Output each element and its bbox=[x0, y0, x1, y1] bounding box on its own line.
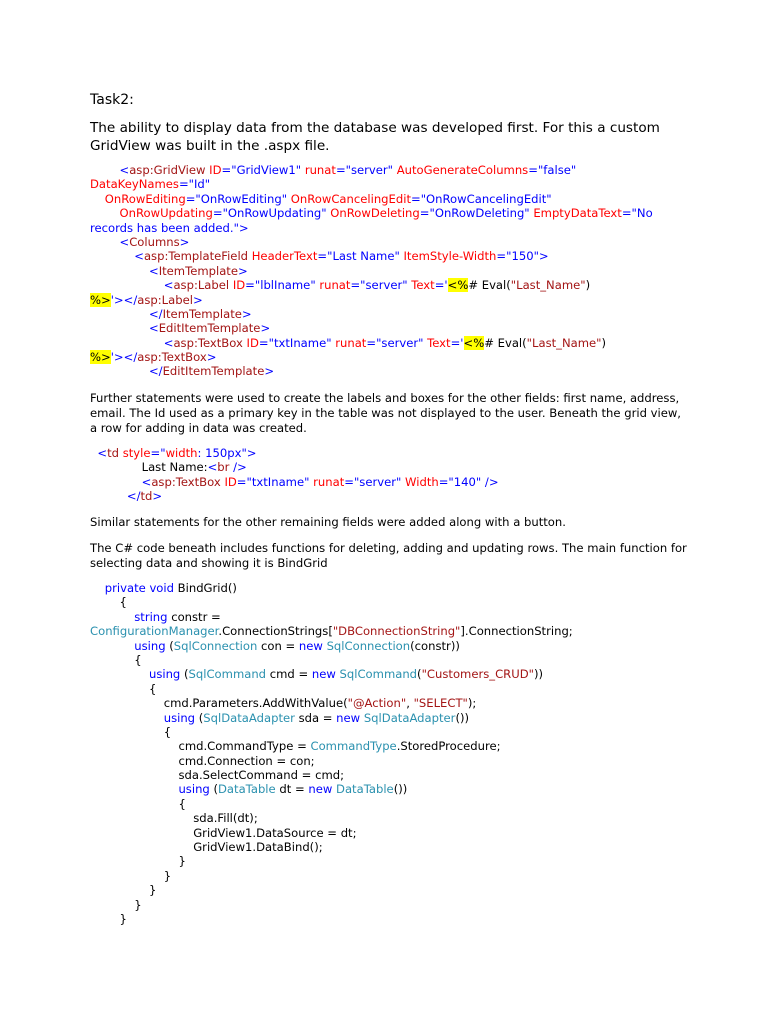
code-token: ItemTemplate bbox=[158, 263, 238, 278]
code-token: </ bbox=[148, 364, 163, 379]
code-token: void bbox=[149, 581, 174, 595]
similar-statements-paragraph: Similar statements for the other remaining fields were added along with a button. bbox=[90, 515, 566, 529]
code-token bbox=[90, 321, 149, 335]
code-token: con = bbox=[257, 638, 299, 653]
code-token: "SELECT" bbox=[413, 696, 468, 711]
code-token bbox=[90, 364, 149, 378]
code-token: runat bbox=[319, 278, 351, 293]
csharp-intro-paragraph: The C# code beneath includes functions for deleting, adding and updating rows. The main function for selecting data and showing it is BindGrid bbox=[90, 541, 687, 570]
code-token bbox=[90, 739, 178, 753]
code-token: EditItemTemplate bbox=[162, 364, 265, 379]
code-token: # Eval( bbox=[468, 278, 511, 293]
code-token: ( bbox=[180, 667, 189, 682]
code-token: "@Action" bbox=[347, 696, 407, 711]
code-token: new bbox=[298, 638, 323, 653]
code-token: > bbox=[237, 263, 248, 278]
code-token: GridView1.DataBind(); bbox=[193, 840, 323, 855]
code-token: =' bbox=[434, 278, 448, 293]
code-line bbox=[90, 696, 690, 710]
code-line bbox=[90, 489, 690, 503]
code-line bbox=[90, 797, 690, 811]
code-token: %> bbox=[90, 292, 111, 307]
code-token: cmd = bbox=[266, 667, 312, 682]
code-token bbox=[90, 682, 149, 696]
code-token: runat bbox=[304, 163, 336, 177]
code-token: constr = bbox=[167, 609, 221, 624]
code-token: < bbox=[163, 278, 174, 293]
code-line bbox=[90, 754, 690, 768]
code-token: "DBConnectionString" bbox=[332, 624, 461, 639]
code-token: sda.Fill(dt); bbox=[193, 811, 258, 826]
code-token bbox=[90, 768, 178, 782]
code-token: Columns bbox=[129, 234, 180, 249]
code-token: EditItemTemplate bbox=[158, 321, 261, 336]
code-line bbox=[90, 177, 690, 191]
code-token bbox=[90, 754, 178, 768]
code-token bbox=[90, 489, 127, 503]
code-token bbox=[90, 912, 119, 926]
code-line bbox=[90, 725, 690, 739]
code-line bbox=[90, 610, 690, 624]
code-line bbox=[90, 278, 690, 292]
code-token: ="server" bbox=[350, 278, 408, 293]
code-token bbox=[90, 235, 119, 249]
code-token: SqlDataAdapter bbox=[203, 710, 295, 725]
code-token: ( bbox=[165, 638, 174, 653]
code-token: cmd.Parameters.AddWithValue( bbox=[163, 696, 348, 711]
code-token: ConfigurationManager bbox=[90, 624, 219, 639]
code-token: # Eval( bbox=[484, 335, 527, 350]
intro-paragraph: The ability to display data from the database was developed first. For this a custom GridView was built in the .aspx file. bbox=[90, 120, 660, 154]
code-token: asp:TextBox bbox=[137, 350, 207, 365]
code-token: '></ bbox=[110, 350, 138, 365]
code-token: CommandType bbox=[310, 739, 397, 754]
code-token: /> bbox=[484, 474, 499, 489]
code-line bbox=[90, 321, 690, 335]
code-line bbox=[90, 163, 690, 177]
code-token bbox=[90, 653, 134, 667]
code-token: < bbox=[134, 249, 144, 264]
code-token: < bbox=[148, 263, 159, 278]
code-token: ].ConnectionString; bbox=[460, 624, 573, 639]
code-token: ="Last Name" bbox=[317, 249, 400, 264]
code-token bbox=[90, 460, 142, 474]
code-token bbox=[90, 336, 164, 350]
code-token: )) bbox=[533, 667, 544, 682]
code-token: ="OnRowCancelingEdit" bbox=[411, 191, 552, 206]
code-token: } bbox=[178, 854, 186, 869]
code-token: dt = bbox=[275, 782, 309, 797]
code-token: ID bbox=[232, 278, 246, 293]
code-token: records has been added."> bbox=[90, 220, 249, 235]
code-line bbox=[90, 293, 690, 307]
code-token: style bbox=[122, 446, 151, 460]
code-token: ( bbox=[195, 710, 204, 725]
code-token: < bbox=[148, 321, 159, 336]
code-token: , bbox=[406, 696, 414, 711]
code-line bbox=[90, 460, 690, 474]
code-token: <% bbox=[463, 335, 485, 350]
code-token: asp:TextBox bbox=[151, 474, 221, 489]
gridview-markup-code bbox=[90, 163, 690, 379]
code-token bbox=[90, 307, 149, 321]
code-line bbox=[90, 639, 690, 653]
code-token: private bbox=[104, 581, 146, 595]
code-token: sda.SelectCommand = cmd; bbox=[178, 768, 345, 783]
code-token: DataTable bbox=[336, 782, 394, 797]
code-line bbox=[90, 446, 690, 460]
code-token: < bbox=[119, 234, 130, 249]
code-line bbox=[90, 682, 690, 696]
code-token: using bbox=[163, 710, 196, 725]
code-token bbox=[90, 711, 164, 725]
code-token: new bbox=[308, 782, 333, 797]
code-line bbox=[90, 854, 690, 868]
code-token: new bbox=[336, 710, 361, 725]
code-line bbox=[90, 711, 690, 725]
code-token: HeaderText bbox=[251, 249, 318, 264]
code-line bbox=[90, 811, 690, 825]
code-line bbox=[90, 192, 690, 206]
code-token: ="lblIname" bbox=[245, 278, 316, 293]
code-token: td bbox=[140, 489, 153, 504]
code-token: asp:Label bbox=[173, 278, 230, 293]
code-token: ="150"> bbox=[496, 249, 549, 264]
code-token: ()) bbox=[455, 710, 470, 725]
code-token: AutoGenerateColumns bbox=[396, 163, 529, 177]
code-token bbox=[90, 192, 105, 206]
code-token: { bbox=[148, 681, 157, 696]
code-token: =" bbox=[150, 446, 166, 460]
code-token: asp:Label bbox=[137, 292, 193, 307]
code-token: < bbox=[97, 446, 108, 460]
task-heading: Task2: bbox=[90, 92, 134, 108]
code-line bbox=[90, 307, 690, 321]
code-token: ="OnRowUpdating" bbox=[212, 206, 327, 221]
bindgrid-csharp-code bbox=[90, 581, 690, 926]
code-token: .StoredProcedure; bbox=[396, 739, 501, 754]
code-token: } bbox=[134, 897, 142, 912]
fields-paragraph: Further statements were used to create the labels and boxes for the other fields: first name, address, email. The Id used as a primary key in the table was not displayed to the user. Beneath the grid view, a row for adding in data was created. bbox=[90, 391, 681, 435]
code-token: SqlCommand bbox=[188, 667, 267, 682]
code-token: DataKeyNames bbox=[90, 177, 179, 192]
code-token: Width bbox=[405, 474, 439, 489]
code-token: asp:TemplateField bbox=[143, 249, 249, 264]
code-token: =' bbox=[450, 335, 464, 350]
code-line bbox=[90, 883, 690, 897]
code-token: > bbox=[152, 489, 163, 504]
code-token: '></ bbox=[110, 292, 138, 307]
code-token bbox=[90, 610, 134, 624]
code-token: < bbox=[163, 335, 174, 350]
code-token: <% bbox=[447, 278, 469, 293]
code-token: < bbox=[141, 474, 152, 489]
code-line bbox=[90, 264, 690, 278]
code-token bbox=[90, 696, 164, 710]
code-token: } bbox=[119, 911, 127, 926]
code-line bbox=[90, 826, 690, 840]
code-token: { bbox=[119, 595, 127, 610]
code-line bbox=[90, 364, 690, 378]
code-token: td bbox=[107, 446, 119, 460]
code-token: ID bbox=[209, 163, 222, 177]
code-token bbox=[90, 782, 178, 796]
code-token bbox=[90, 667, 149, 681]
code-line bbox=[90, 768, 690, 782]
code-token: SqlConnection bbox=[326, 638, 411, 653]
code-token: ()) bbox=[393, 782, 408, 797]
code-token: Text bbox=[427, 335, 451, 350]
code-token: cmd.Connection = con; bbox=[178, 753, 315, 768]
code-line bbox=[90, 782, 690, 796]
code-token: : 150px"> bbox=[197, 446, 257, 460]
code-token bbox=[90, 595, 119, 609]
code-token: cmd.CommandType = bbox=[178, 739, 311, 754]
code-token: > bbox=[260, 321, 271, 336]
code-token: ="server" bbox=[366, 335, 424, 350]
code-token: asp:TextBox bbox=[173, 335, 243, 350]
code-token: ="server" bbox=[344, 474, 402, 489]
code-token: } bbox=[148, 883, 157, 898]
code-token: %> bbox=[90, 350, 111, 365]
code-line bbox=[90, 898, 690, 912]
code-token: width bbox=[165, 446, 198, 460]
code-line bbox=[90, 475, 690, 489]
code-token: SqlDataAdapter bbox=[363, 710, 456, 725]
code-token: ItemStyle-Width bbox=[403, 249, 497, 264]
code-token: SqlCommand bbox=[339, 667, 418, 682]
code-token: < bbox=[119, 163, 130, 177]
code-token bbox=[90, 264, 149, 278]
code-token bbox=[90, 840, 193, 854]
code-token: using bbox=[178, 782, 210, 797]
code-token: ) bbox=[601, 335, 607, 350]
code-token: DataTable bbox=[218, 782, 276, 797]
add-row-markup-code bbox=[90, 446, 690, 504]
code-token: EmptyDataText bbox=[533, 206, 622, 221]
code-token bbox=[90, 883, 149, 897]
code-token: > bbox=[206, 350, 217, 365]
code-token: ="GridView1" bbox=[221, 163, 302, 177]
code-line bbox=[90, 336, 690, 350]
code-token: ="txtIname" bbox=[258, 335, 332, 350]
code-token: { bbox=[163, 724, 172, 739]
code-token bbox=[90, 898, 134, 912]
code-token: asp:GridView bbox=[129, 163, 206, 177]
code-token: ); bbox=[467, 696, 477, 711]
code-token: ="No bbox=[621, 206, 653, 221]
code-token: Last Name: bbox=[141, 460, 208, 475]
code-token: > bbox=[264, 364, 275, 379]
code-line bbox=[90, 235, 690, 249]
code-token: .ConnectionStrings[ bbox=[218, 624, 333, 639]
code-token: "Last_Name" bbox=[526, 335, 602, 350]
code-token: ( bbox=[209, 782, 218, 797]
code-line bbox=[90, 249, 690, 263]
code-token: ItemTemplate bbox=[162, 306, 242, 321]
code-token bbox=[90, 475, 142, 489]
code-token bbox=[90, 811, 193, 825]
code-token: { bbox=[134, 652, 142, 667]
code-token: } bbox=[163, 868, 172, 883]
code-token: OnRowUpdating bbox=[119, 206, 213, 221]
code-line bbox=[90, 581, 690, 595]
code-token bbox=[90, 826, 193, 840]
code-token: ="false" bbox=[528, 163, 577, 177]
code-token: > bbox=[241, 306, 252, 321]
code-token: OnRowEditing bbox=[104, 191, 186, 206]
code-line bbox=[90, 221, 690, 235]
code-token: /> bbox=[233, 460, 247, 475]
code-token: runat bbox=[335, 335, 367, 350]
code-token: </ bbox=[148, 306, 163, 321]
code-token: < bbox=[207, 460, 218, 475]
code-line bbox=[90, 350, 690, 364]
code-token: sda = bbox=[294, 710, 337, 725]
code-token: OnRowCancelingEdit bbox=[290, 191, 411, 206]
code-token bbox=[90, 278, 164, 292]
code-token: SqlConnection bbox=[173, 638, 258, 653]
code-token: new bbox=[311, 667, 336, 682]
code-token: ="OnRowEditing" bbox=[185, 191, 288, 206]
code-token: string bbox=[134, 609, 168, 624]
code-token bbox=[90, 639, 134, 653]
code-token: GridView1.DataSource = dt; bbox=[193, 825, 357, 840]
code-token bbox=[90, 206, 119, 220]
code-line bbox=[90, 869, 690, 883]
code-token: ="server" bbox=[335, 163, 394, 177]
code-token: ="OnRowDeleting" bbox=[419, 206, 530, 221]
code-token: (constr)) bbox=[410, 638, 460, 653]
code-token: ="txtIname" bbox=[236, 474, 310, 489]
code-token bbox=[90, 797, 178, 811]
code-token: "Last_Name" bbox=[510, 278, 586, 293]
code-token: ="140" bbox=[438, 474, 482, 489]
code-line bbox=[90, 739, 690, 753]
code-token: using bbox=[148, 667, 181, 682]
code-token: br bbox=[217, 460, 230, 475]
code-token: "Customers_CRUD" bbox=[421, 667, 534, 682]
code-token: ) bbox=[585, 278, 591, 293]
code-line bbox=[90, 595, 690, 609]
code-token: </ bbox=[126, 489, 141, 504]
code-line bbox=[90, 667, 690, 681]
code-line bbox=[90, 653, 690, 667]
code-token: ID bbox=[224, 474, 237, 489]
code-token bbox=[90, 725, 164, 739]
code-line bbox=[90, 912, 690, 926]
code-token: Text bbox=[411, 278, 435, 293]
code-token bbox=[90, 869, 164, 883]
code-token: ="Id" bbox=[178, 177, 211, 192]
code-token: runat bbox=[313, 474, 345, 489]
code-token: BindGrid() bbox=[173, 581, 237, 595]
code-token: > bbox=[179, 234, 190, 249]
code-token: OnRowDeleting bbox=[330, 206, 420, 221]
code-line bbox=[90, 206, 690, 220]
code-token: { bbox=[178, 796, 186, 811]
code-token bbox=[90, 249, 134, 263]
code-token: ( bbox=[417, 667, 422, 682]
code-token: > bbox=[192, 292, 203, 307]
code-token bbox=[90, 581, 105, 595]
code-token bbox=[90, 163, 119, 177]
code-line bbox=[90, 840, 690, 854]
code-token: using bbox=[134, 638, 166, 653]
code-token bbox=[90, 854, 178, 868]
code-line bbox=[90, 624, 690, 638]
code-token: ID bbox=[246, 335, 259, 350]
